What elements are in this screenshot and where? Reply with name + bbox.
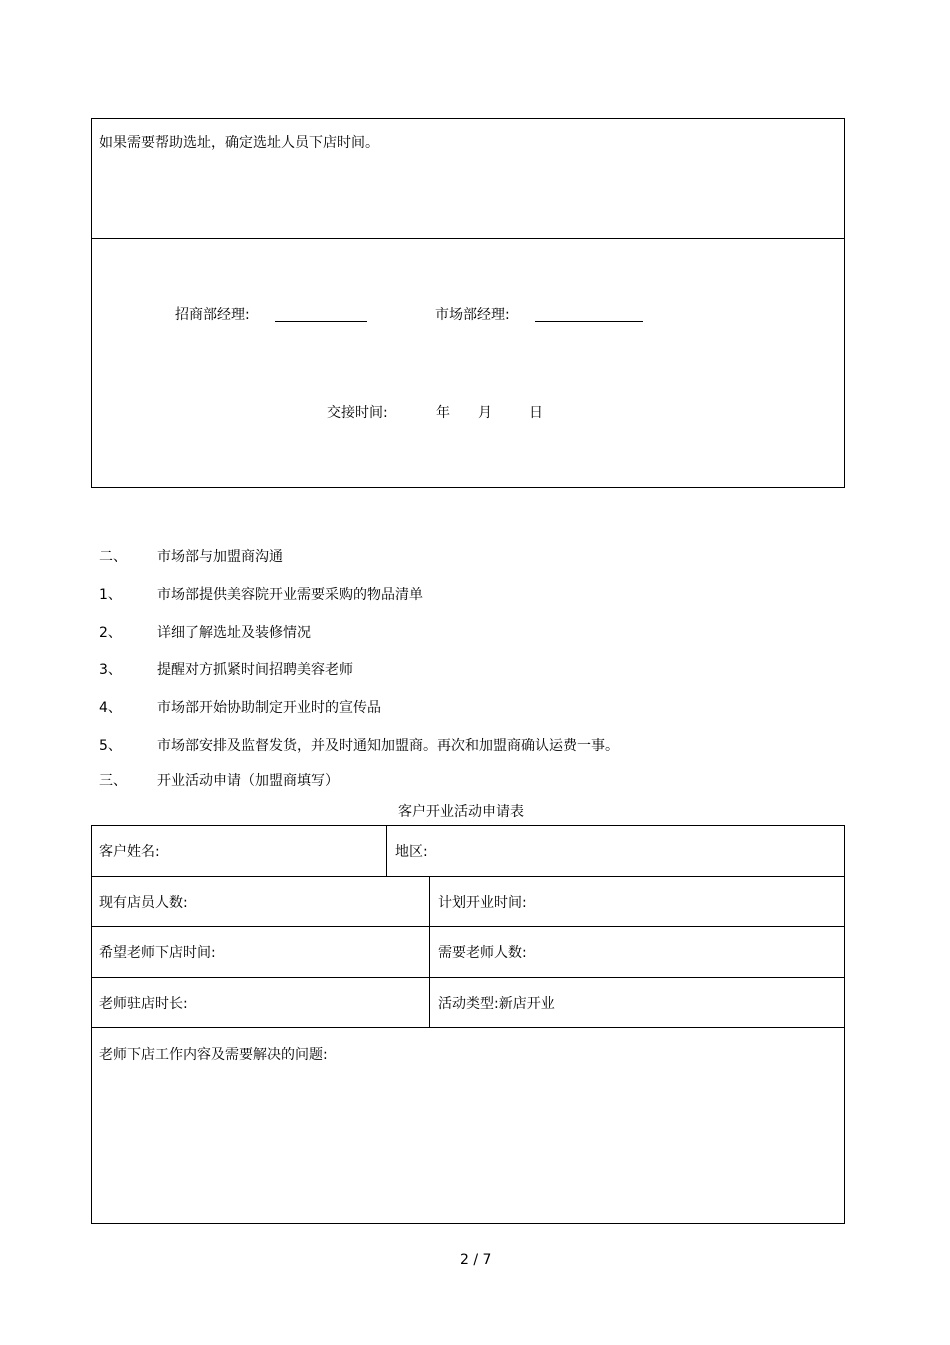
list-item-number: 5、 (99, 738, 122, 754)
list-item: 详细了解选址及装修情况 (157, 625, 311, 641)
teacher-duration-field[interactable]: 老师驻店时长: (99, 996, 188, 1012)
handover-box (91, 118, 845, 488)
form-col-divider (429, 876, 430, 1027)
page-number: 2 / 7 (460, 1252, 492, 1268)
form-col-divider (386, 825, 387, 876)
invest-manager-label: 招商部经理: (175, 307, 250, 323)
list-item: 市场部开始协助制定开业时的宣传品 (157, 700, 381, 716)
form-row-divider (91, 1027, 845, 1028)
form-row-divider (91, 977, 845, 978)
region-field[interactable]: 地区: (395, 844, 428, 860)
handover-divider (91, 238, 845, 239)
application-form-table (91, 825, 845, 1224)
market-manager-signature-line[interactable] (535, 307, 643, 322)
handover-year: 年 (436, 405, 450, 421)
customer-name-field[interactable]: 客户姓名: (99, 844, 160, 860)
handover-day: 日 (529, 405, 543, 421)
form-title: 客户开业活动申请表 (398, 804, 524, 820)
handover-month: 月 (478, 405, 492, 421)
section2-number: 二、 (99, 549, 127, 565)
site-help-text: 如果需要帮助选址，确定选址人员下店时间。 (99, 135, 379, 151)
list-item: 提醒对方抓紧时间招聘美容老师 (157, 662, 353, 678)
list-item-number: 1、 (99, 587, 122, 603)
form-row-divider (91, 926, 845, 927)
list-item: 市场部安排及监督发货，并及时通知加盟商。再次和加盟商确认运费一事。 (157, 738, 619, 754)
form-row-divider (91, 876, 845, 877)
staff-count-field[interactable]: 现有店员人数: (99, 895, 188, 911)
work-content-field[interactable]: 老师下店工作内容及需要解决的问题: (99, 1047, 328, 1063)
market-manager-label: 市场部经理: (435, 307, 510, 323)
section3-number: 三、 (99, 773, 127, 789)
section3-title: 开业活动申请（加盟商填写） (157, 773, 339, 789)
list-item-number: 3、 (99, 662, 122, 678)
handover-time-label: 交接时间: (327, 405, 388, 421)
list-item-number: 2、 (99, 625, 122, 641)
invest-manager-signature-line[interactable] (275, 307, 367, 322)
teachers-needed-field[interactable]: 需要老师人数: (438, 945, 527, 961)
activity-type-field[interactable]: 活动类型:新店开业 (438, 996, 555, 1012)
planned-open-time-field[interactable]: 计划开业时间: (438, 895, 527, 911)
list-item-number: 4、 (99, 700, 122, 716)
list-item: 市场部提供美容院开业需要采购的物品清单 (157, 587, 423, 603)
teacher-visit-time-field[interactable]: 希望老师下店时间: (99, 945, 216, 961)
section2-title: 市场部与加盟商沟通 (157, 549, 283, 565)
